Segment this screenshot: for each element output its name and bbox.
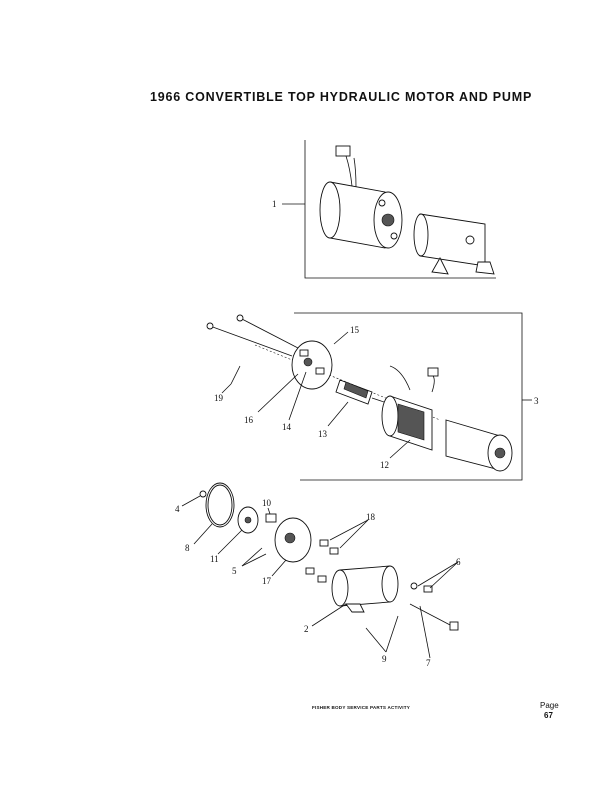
page-number: 67 [544, 711, 553, 720]
callout-19: 19 [214, 393, 223, 403]
motor-exploded [207, 313, 532, 480]
callout-1: 1 [272, 199, 277, 209]
callout-12: 12 [380, 460, 389, 470]
assembled-motor-pump [282, 140, 496, 278]
callout-17: 17 [262, 576, 271, 586]
pump-exploded [182, 483, 458, 658]
callout-10: 10 [262, 498, 271, 508]
callout-3: 3 [534, 396, 539, 406]
callout-14: 14 [282, 422, 291, 432]
callout-8: 8 [185, 543, 190, 553]
page-title: 1966 CONVERTIBLE TOP HYDRAULIC MOTOR AND PUMP [150, 90, 533, 104]
callout-16: 16 [244, 415, 253, 425]
callout-11: 11 [210, 554, 219, 564]
callout-15: 15 [350, 325, 359, 335]
callout-13: 13 [318, 429, 327, 439]
callout-4: 4 [175, 504, 180, 514]
callout-2: 2 [304, 624, 309, 634]
callout-18: 18 [366, 512, 375, 522]
callout-6: 6 [456, 557, 461, 567]
callout-9: 9 [382, 654, 387, 664]
page-label: Page [540, 701, 559, 710]
callout-7: 7 [426, 658, 431, 668]
footer-text: FISHER BODY SERVICE PARTS ACTIVITY [312, 705, 411, 710]
callout-5: 5 [232, 566, 237, 576]
